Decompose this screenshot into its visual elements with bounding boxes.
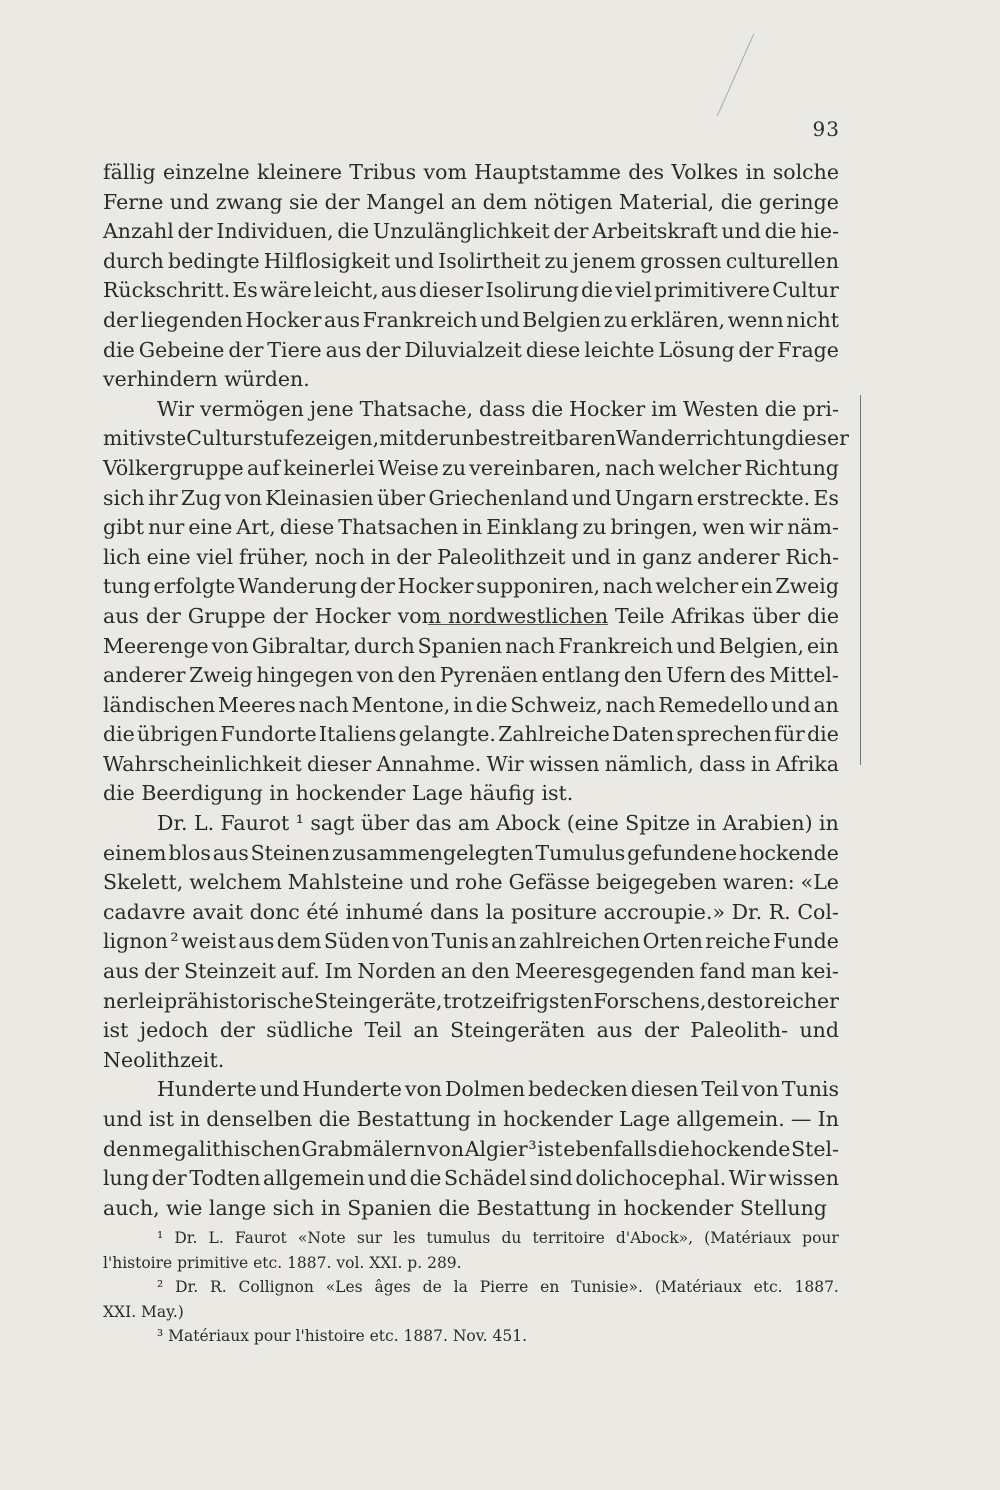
margin-pencil-mark xyxy=(860,395,861,765)
text-line: lich eine viel früher, noch in der Paleolithzeit und in ganz anderer Rich- xyxy=(103,544,839,569)
text-line: durch bedingte Hilflosigkeit und Isolirtheit zu jenem grossen culturellen xyxy=(103,248,839,273)
text-line: Wir vermögen jene Thatsache, dass die Hocker im Westen die pri- xyxy=(157,396,839,421)
text-line: Wahrscheinlichkeit dieser Annahme. Wir wissen nämlich, dass in Afrika xyxy=(103,751,839,776)
text-line: Meerenge von Gibraltar, durch Spanien nach Frankreich und Belgien, ein xyxy=(103,633,839,658)
text-line: sich ihr Zug von Kleinasien über Griechenland und Ungarn erstreckte. Es xyxy=(103,485,839,510)
footnote-line: XXI. May.) xyxy=(103,1302,184,1321)
footnote-line: ² Dr. R. Collignon «Les âges de la Pierre en Tunisie». (Matériaux etc. 1887. xyxy=(157,1278,839,1296)
text-line: Völkergruppe auf keinerlei Weise zu vereinbaren, nach welcher Richtung xyxy=(103,455,839,480)
text-line: den megalithischen Grabmälern von Algier ³ ist ebenfalls die hockende Stel- xyxy=(103,1136,839,1161)
footnote-line: ³ Matériaux pour l'histoire etc. 1887. Nov. 451. xyxy=(157,1327,528,1345)
footnote-line: ¹ Dr. L. Faurot «Note sur les tumulus du territoire d'Abock», (Matériaux pour xyxy=(157,1229,839,1247)
text-line: fällig einzelne kleinere Tribus vom Hauptstamme des Volkes in solche xyxy=(103,160,839,184)
text-line: die Gebeine der Tiere aus der Diluvialzeit diese leichte Lösung der Frage xyxy=(103,337,839,362)
text-line: die übrigen Fundorte Italiens gelangte. Zahlreiche Daten sprechen für die xyxy=(103,722,839,747)
text-line: Anzahl der Individuen, die Unzulänglichkeit der Arbeitskraft und die hie- xyxy=(103,219,839,244)
text-line: und ist in denselben die Bestattung in hockender Lage allgemein. — In xyxy=(103,1107,839,1131)
text-line: Neolithzeit. xyxy=(103,1047,225,1072)
text-line: lignon ² weist aus dem Süden von Tunis an zahlreichen Orten reiche Funde xyxy=(103,929,839,954)
text-line: einem blos aus Steinen zusammengelegten Tumulus gefundene hockende xyxy=(103,840,839,865)
text-line: verhindern würden. xyxy=(103,367,310,392)
text-line: auch, wie lange sich in Spanien die Bestattung in hockender Stellung xyxy=(103,1195,827,1220)
footnote-line: l'histoire primitive etc. 1887. vol. XXI. p. 289. xyxy=(103,1253,462,1272)
text-line: mitivste Culturstufe zeigen, mit der unbestreitbaren Wanderrichtung dieser xyxy=(103,426,849,451)
text-line: aus der Gruppe der Hocker vom nordwestlichen Teile Afrikas über die xyxy=(103,603,839,628)
footnotes xyxy=(103,1226,839,1349)
body-text xyxy=(103,158,849,1223)
text-line: der liegenden Hocker aus Frankreich und Belgien zu erklären, wenn nicht xyxy=(103,307,839,332)
text-line: aus der Steinzeit auf. Im Norden an den Meeresgegenden fand man kei- xyxy=(103,959,839,984)
text-line: Hunderte und Hunderte von Dolmen bedecken diesen Teil von Tunis xyxy=(157,1077,839,1102)
text-line: die Beerdigung in hockender Lage häufig ist. xyxy=(103,781,574,806)
text-line: Dr. L. Faurot ¹ sagt über das am Abock (eine Spitze in Arabien) in xyxy=(157,811,839,836)
pencil-underline xyxy=(428,624,608,625)
text-line: lung der Todten allgemein und die Schädel sind dolichocephal. Wir wissen xyxy=(103,1166,839,1191)
scan-artifact xyxy=(717,34,755,117)
text-line: cadavre avait donc été inhumé dans la positure accroupie.» Dr. R. Col- xyxy=(103,899,839,924)
text-line: ist jedoch der südliche Teil an Steingeräten aus der Paleolith- und xyxy=(103,1018,839,1043)
text-line: nerlei prähistorische Steingeräte, trotz eifrigsten Forschens, desto reicher xyxy=(103,988,839,1013)
text-line: Rückschritt. Es wäre leicht, aus dieser Isolirung die viel primitivere Cultur xyxy=(103,278,839,303)
text-line: Skelett, welchem Mahlsteine und rohe Gefässe beigegeben waren: «Le xyxy=(103,870,839,895)
page-number: 93 xyxy=(812,117,840,141)
text-line: Ferne und zwang sie der Mangel an dem nötigen Material, die geringe xyxy=(103,189,839,214)
text-line: tung erfolgte Wanderung der Hocker supponiren, nach welcher ein Zweig xyxy=(103,574,839,599)
text-line: anderer Zweig hingegen von den Pyrenäen entlang den Ufern des Mittel- xyxy=(103,663,839,688)
text-line: ländischen Meeres nach Mentone, in die Schweiz, nach Remedello und an xyxy=(103,692,839,717)
text-line: gibt nur eine Art, diese Thatsachen in Einklang zu bringen, wen wir näm- xyxy=(103,515,839,540)
